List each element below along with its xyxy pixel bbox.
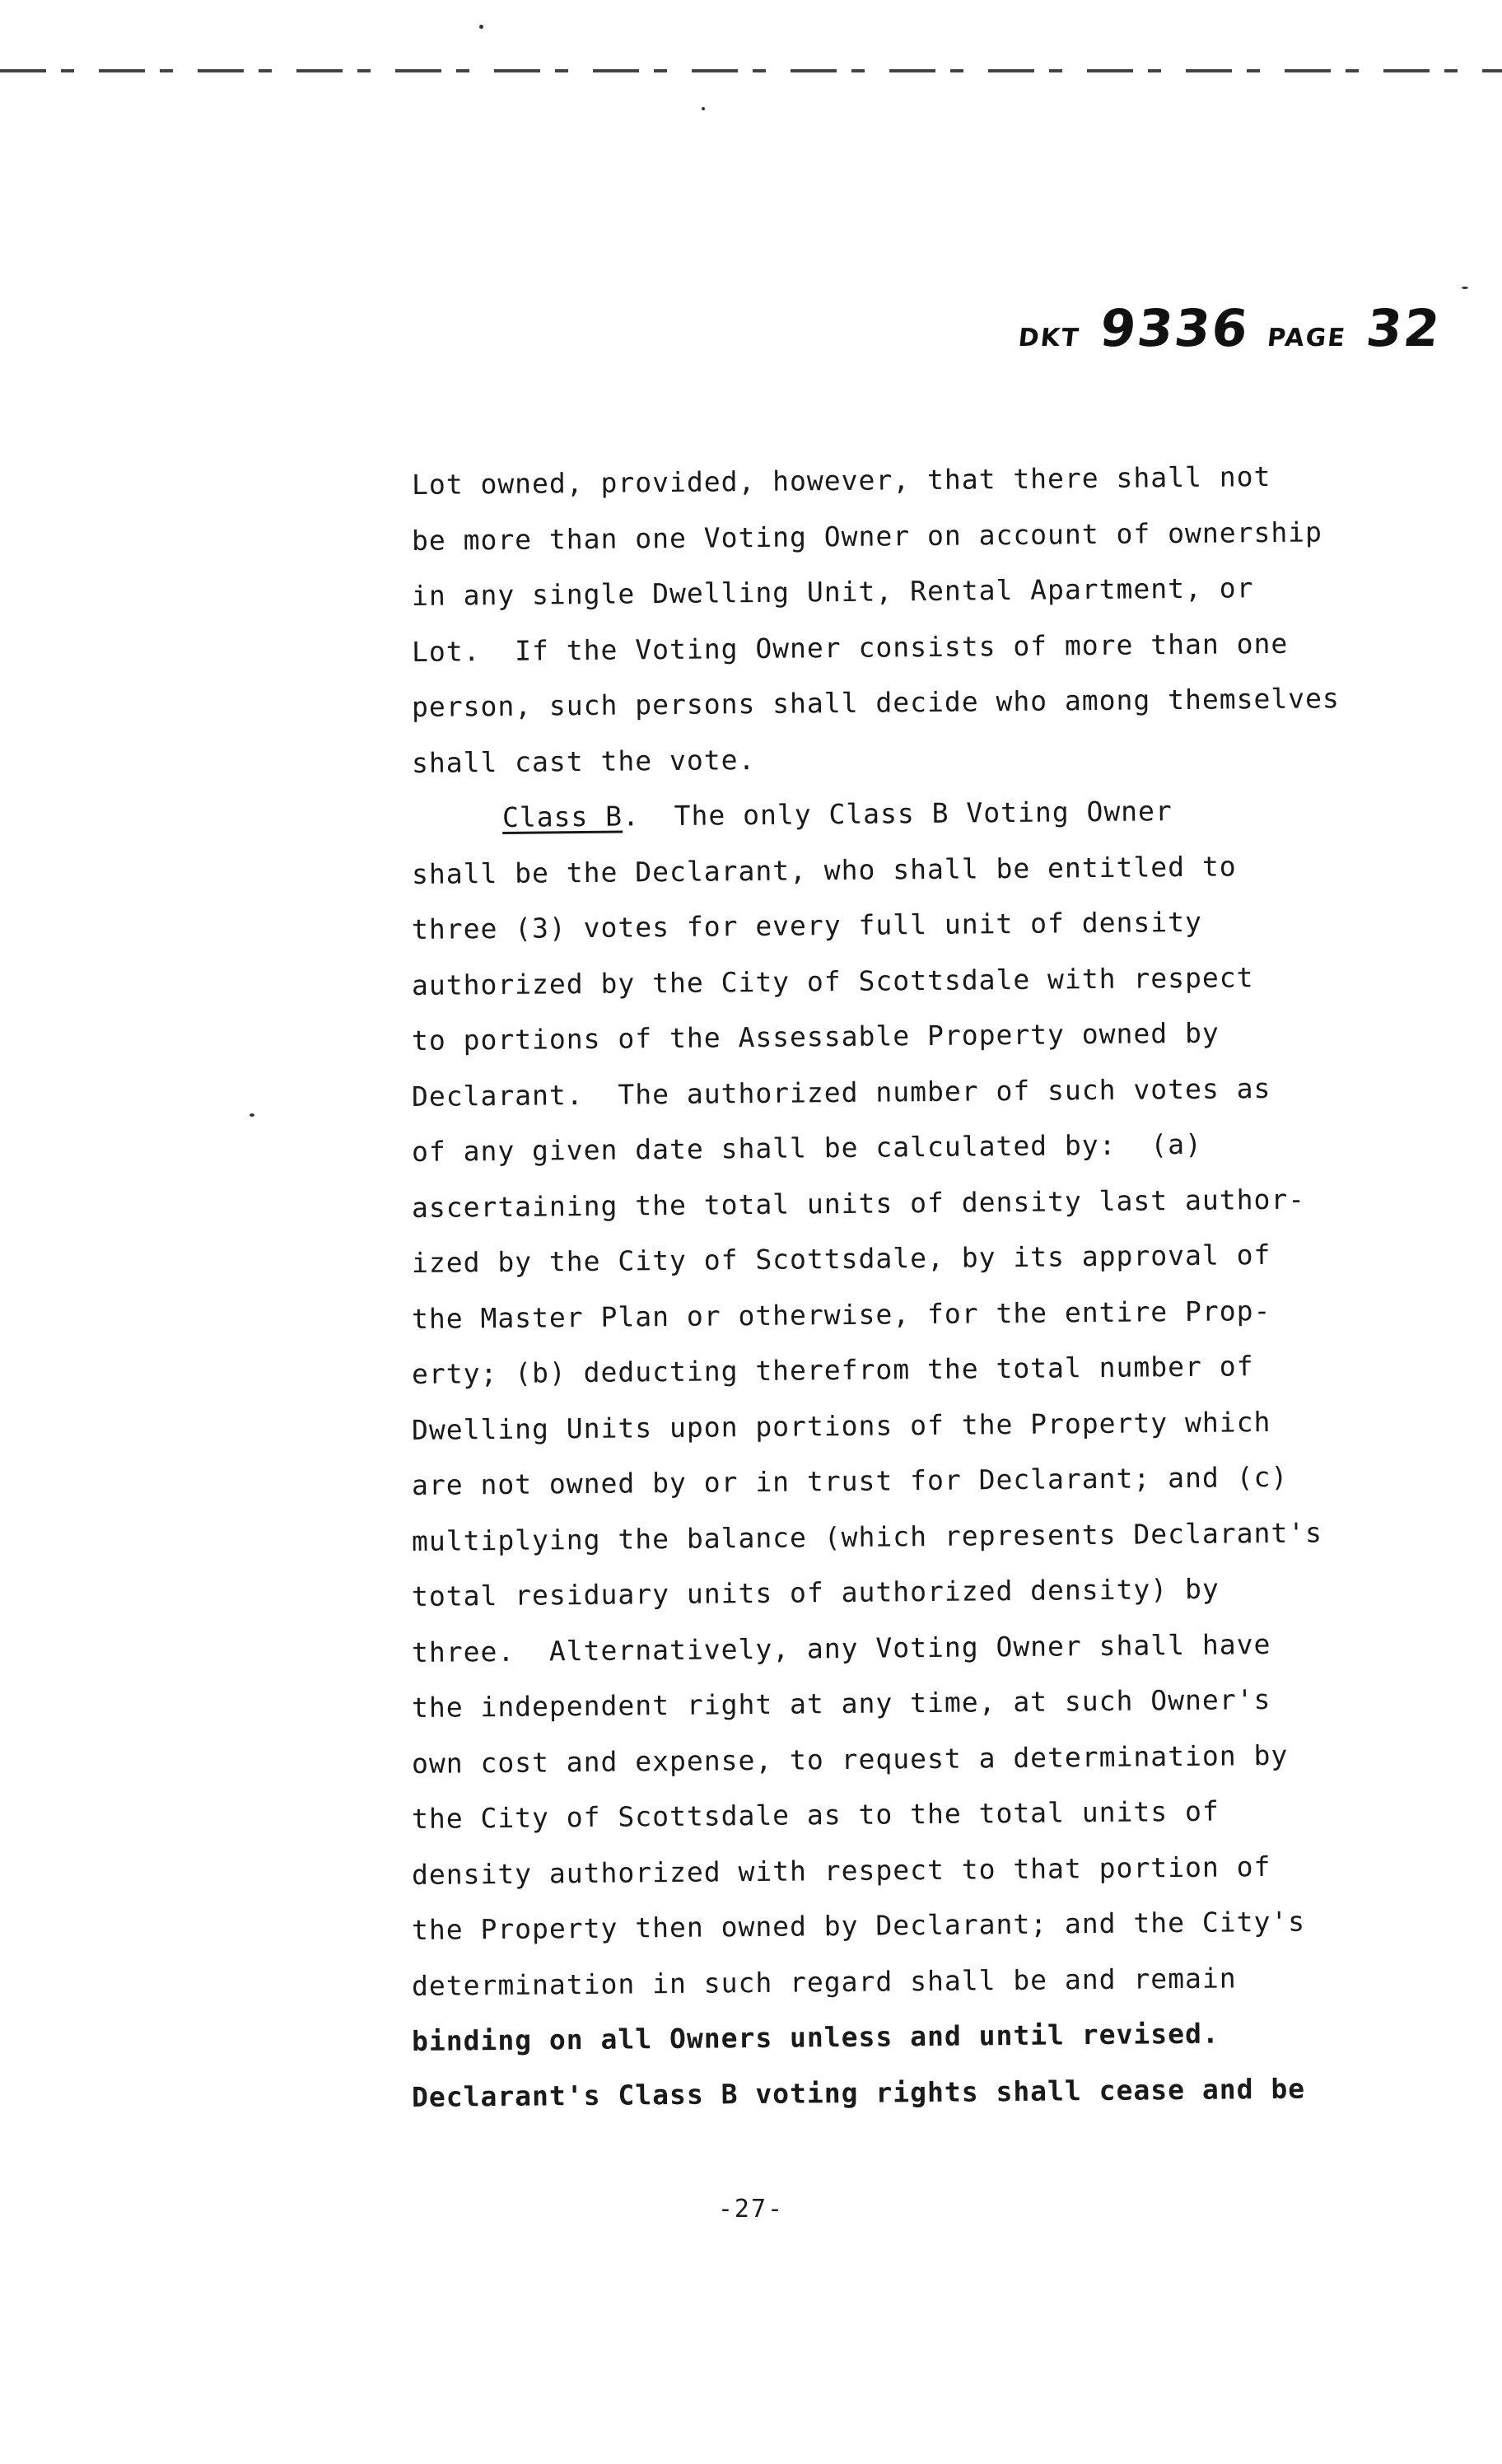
- text-line: density authorized with respect to that portion of: [411, 1850, 1271, 1891]
- text-line: erty; (b) deducting therefrom the total number of: [411, 1350, 1254, 1390]
- text-line: the City of Scottsdale as to the total units of: [411, 1794, 1220, 1835]
- text-line: authorized by the City of Scottsdale with respect: [411, 960, 1254, 1001]
- text-line: the Property then owned by Declarant; and the City's: [411, 1905, 1306, 1946]
- text-line: shall be the Declarant, who shall be entitled to: [411, 849, 1237, 890]
- scan-speck: [250, 1113, 254, 1117]
- scan-speck: [479, 25, 483, 29]
- text-line: Dwelling Units upon portions of the Property which: [411, 1405, 1271, 1446]
- text-line: three (3) votes for every full unit of density: [411, 905, 1203, 945]
- document-body: [412, 457, 1367, 2125]
- text-line: Lot. If the Voting Owner consists of more than one: [411, 627, 1289, 668]
- text-line: multiplying the balance (which represents Declarant's: [411, 1515, 1323, 1557]
- text-line: determination in such regard shall be and remain: [411, 1961, 1237, 2002]
- class-b-heading: Class B: [501, 800, 623, 833]
- text-line: shall cast the vote.: [411, 743, 756, 779]
- text-line: in any single Dwelling Unit, Rental Apartment, or: [411, 572, 1254, 612]
- text-line: the independent right at any time, at such Owner's: [411, 1682, 1271, 1724]
- text-line: of any given date shall be calculated by: (a): [411, 1127, 1203, 1168]
- text-line: three. Alternatively, any Voting Owner shall have: [411, 1627, 1271, 1668]
- text-line: the Master Plan or otherwise, for the entire Prop-: [411, 1294, 1271, 1335]
- class-b-heading-suffix: . The only Class B Voting Owner: [622, 795, 1173, 833]
- text-line: are not owned by or in trust for Declarant; and (c): [411, 1460, 1289, 1501]
- text-line: ascertaining the total units of density last author-: [411, 1183, 1306, 1224]
- scan-speck: [1462, 287, 1468, 289]
- bold-text-line: Declarant's Class B voting rights shall cease and be: [411, 2072, 1306, 2113]
- book-prefix: DKT: [1016, 324, 1082, 352]
- book-number: 9336: [1097, 298, 1252, 358]
- page-reference: 32: [1363, 298, 1444, 358]
- bold-text-line: binding on all Owners unless and until revised.: [411, 2017, 1220, 2057]
- text-line: person, such persons shall decide who among themselves: [411, 682, 1340, 723]
- text-line: own cost and expense, to request a determination by: [411, 1738, 1289, 1780]
- text-line: ized by the City of Scottsdale, by its approval of: [411, 1238, 1271, 1279]
- text-line: to portions of the Assessable Property owned by: [411, 1016, 1220, 1057]
- scan-artifact-rule: [0, 69, 1502, 72]
- text-line: total residuary units of authorized density) by: [411, 1572, 1220, 1612]
- scan-speck: [702, 107, 705, 110]
- page-number: -27-: [717, 2195, 785, 2224]
- text-line: Lot owned, provided, however, that there shall not: [411, 460, 1271, 501]
- text-line: Declarant. The authorized number of such votes as: [411, 1071, 1271, 1113]
- class-b-paragraph-start: [412, 782, 1368, 847]
- page-prefix: PAGE: [1266, 324, 1348, 352]
- text-line: be more than one Voting Owner on account of ownership: [411, 515, 1323, 557]
- recording-stamp: [1016, 298, 1444, 358]
